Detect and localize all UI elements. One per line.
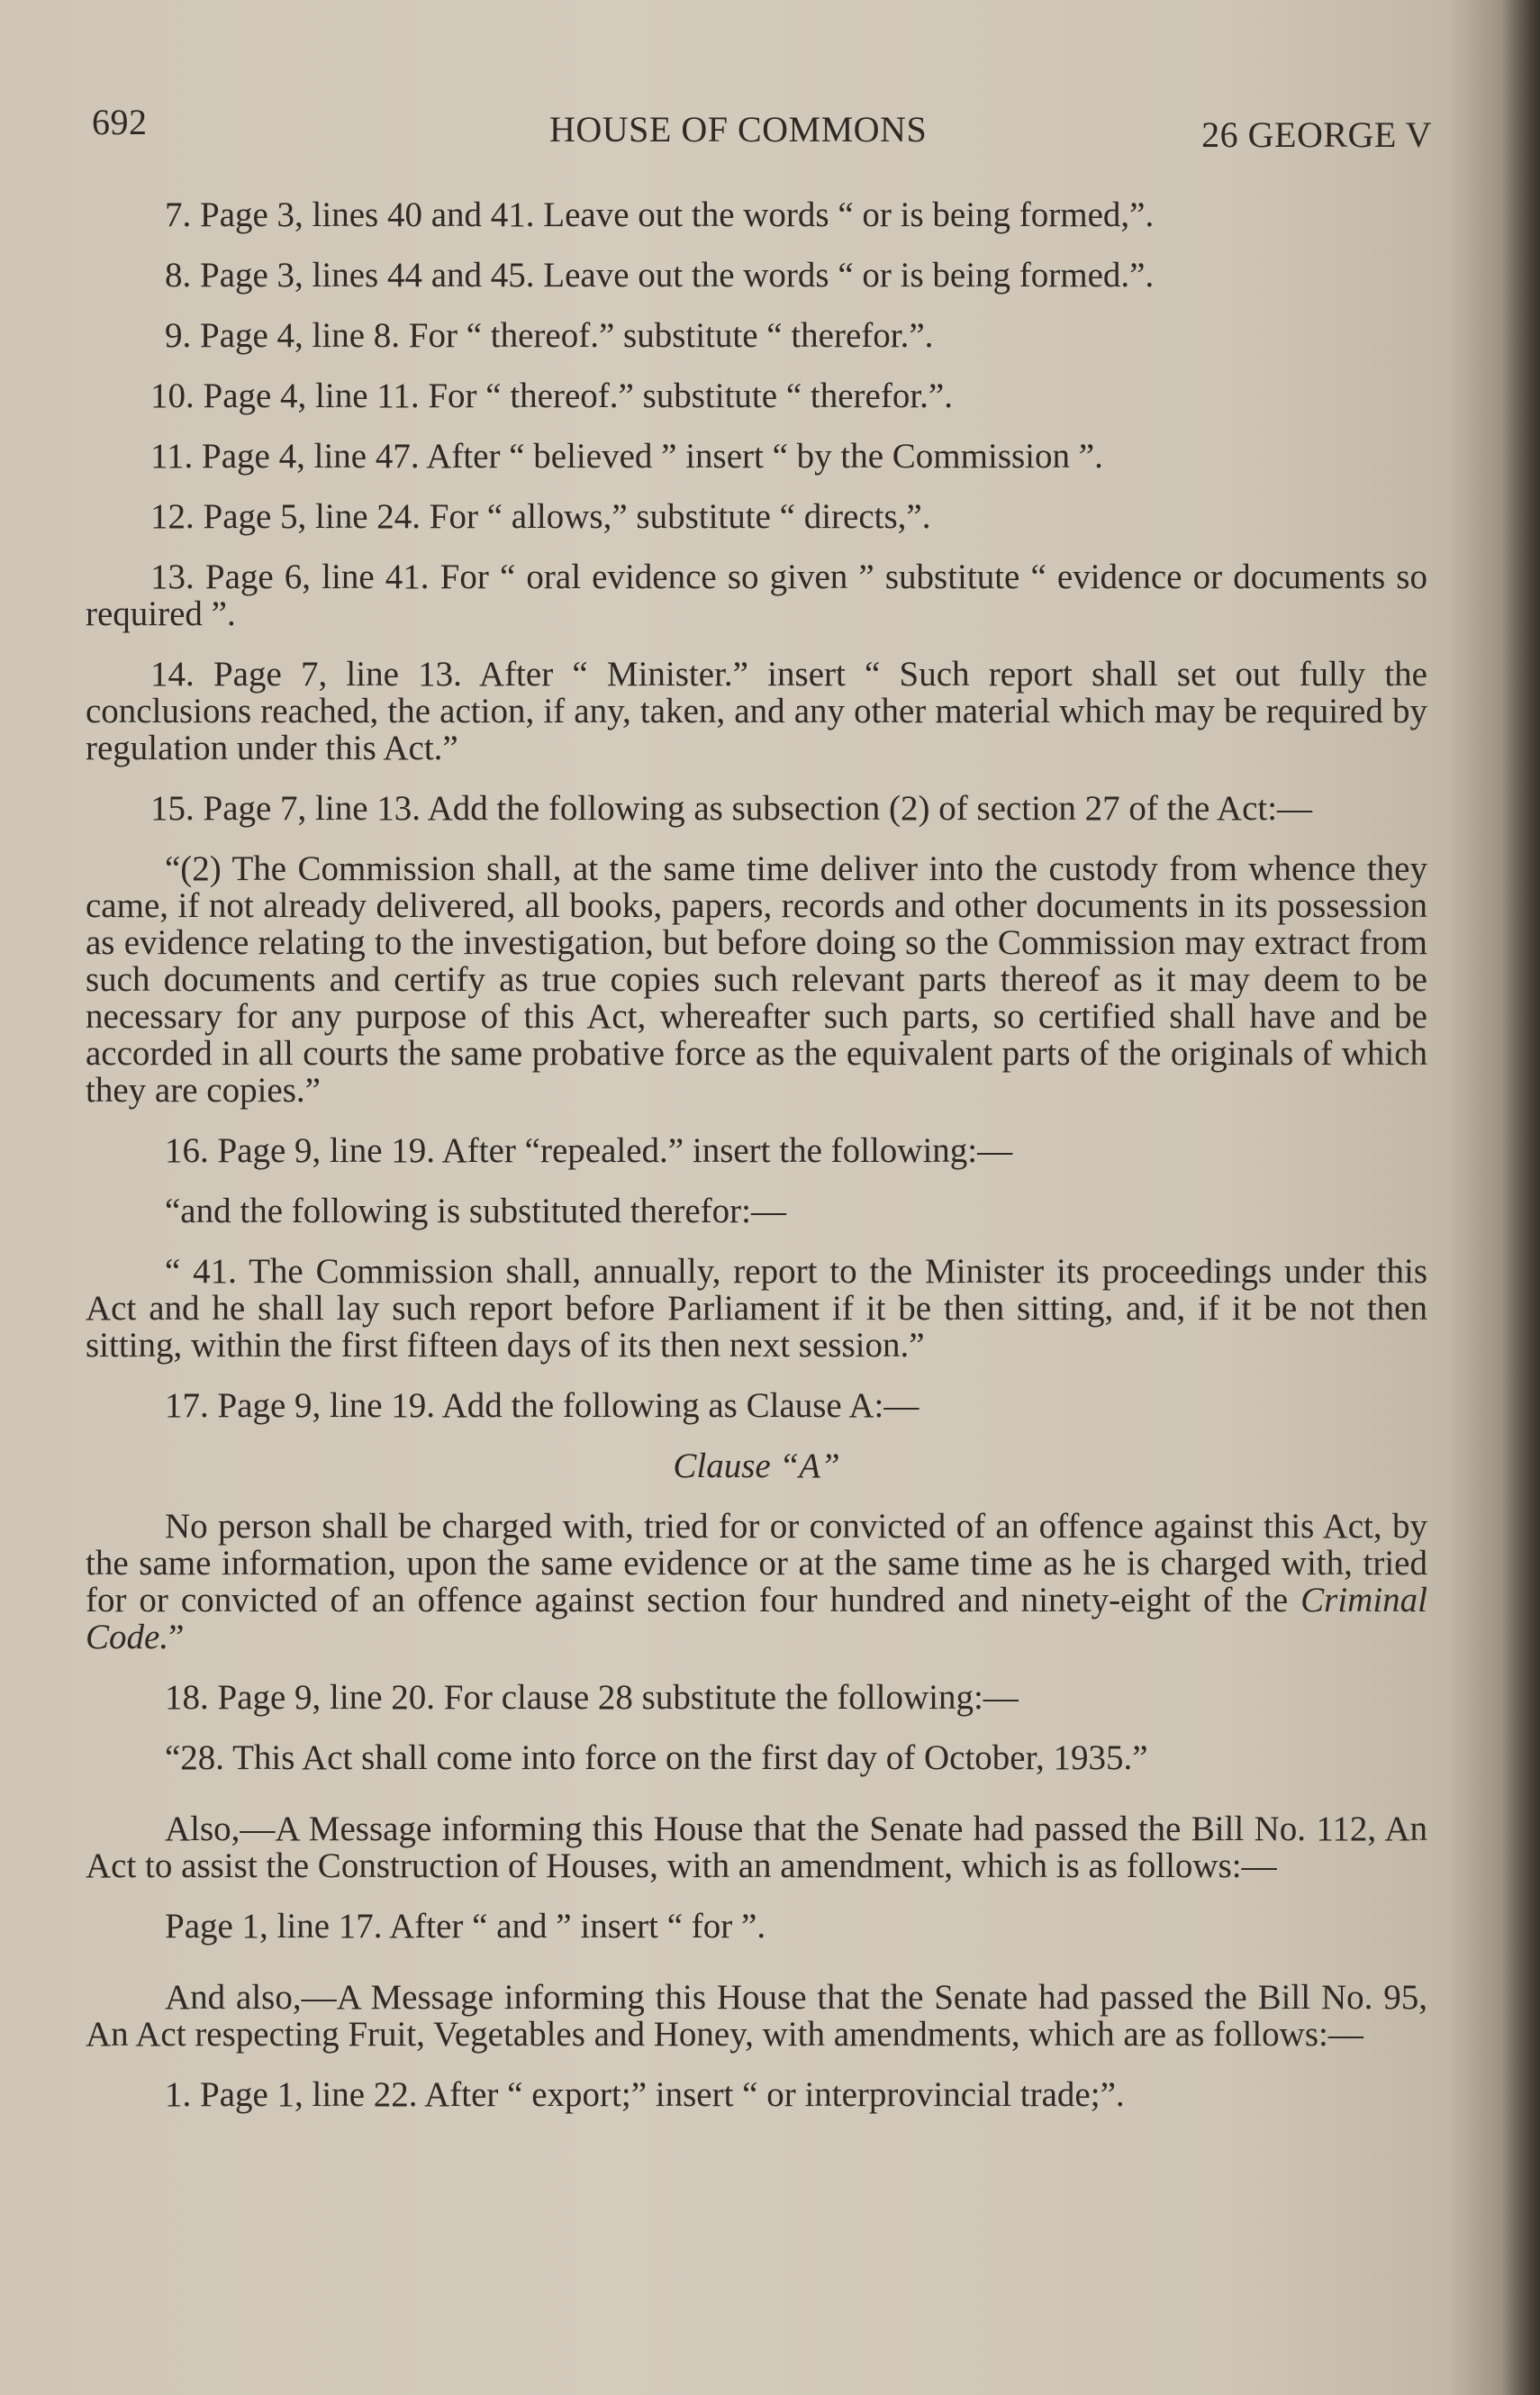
amendment-9: 9. Page 4, line 8. For “ thereof.” substitute “ therefor.”.: [165, 316, 934, 355]
message-bill-112: Also,—A Message informing this House that the Senate had passed the Bill No. 112, An Act to assist the Construction of Houses, with an amendment, which is as follows:—: [86, 1810, 1427, 1885]
amendment-15: 15. Page 7, line 13. Add the following as subsection (2) of section 27 of the Act:—: [150, 789, 1313, 828]
amendment-16: 16. Page 9, line 19. After “repealed.” insert the following:—: [165, 1131, 1013, 1170]
clause-a-title: Clause “A”: [673, 1447, 840, 1485]
clause-a-criminal-code: Criminal Code.: [86, 1581, 1427, 1656]
page-number: 692: [92, 102, 148, 142]
amendment-11: 11. Page 4, line 47. After “ believed ” insert “ by the Commission ”.: [150, 437, 1103, 476]
bill-95-amendment-1: 1. Page 1, line 22. After “ export;” insert “ or interprovincial trade;”.: [165, 2075, 1125, 2114]
amendment-16-section-41: “ 41. The Commission shall, annually, report to the Minister its proceedings under this Act and he shall lay such report before Parliament if it be then sitting, and, if it be not then sitting, within the first fifteen days of its then next session.”: [86, 1252, 1427, 1365]
amendment-14: 14. Page 7, line 13. After “ Minister.” insert “ Such report shall set out fully the conclusions reached, the action, if any, taken, and any other material which may be required by regulation under this Act.”: [86, 655, 1427, 767]
amendment-10: 10. Page 4, line 11. For “ thereof.” substitute “ therefor.”.: [150, 376, 953, 415]
clause-a-text-main: No person shall be charged with, tried for or convicted of an offence against this Act, by the same information, upon the same evidence or at the same time as he is charged with, tried for or convicted of an offence against section four hundred and ninety-eight of the: [86, 1507, 1427, 1619]
amendment-18: 18. Page 9, line 20. For clause 28 substitute the following:—: [165, 1678, 1019, 1717]
clause-a-text: [86, 1508, 1427, 1656]
amendment-12: 12. Page 5, line 24. For “ allows,” substitute “ directs,”.: [150, 497, 931, 536]
bill-112-amendment: Page 1, line 17. After “ and ” insert “ for ”.: [165, 1907, 766, 1946]
running-title: HOUSE OF COMMONS: [549, 109, 928, 150]
amendment-8: 8. Page 3, lines 44 and 45. Leave out the words “ or is being formed.”.: [165, 256, 1155, 295]
amendment-15-quote: “(2) The Commission shall, at the same time deliver into the custody from whence they came, if not already delivered, all books, papers, records and other documents in its possession as evidence relating to the investigation, but before doing so the Commission may extract from such documents and certify as true copies such relevant parts thereof as it may deem to be necessary for any purpose of this Act, whereafter such parts, so certified shall have and be accorded in all courts the same probative force as the equivalent parts of the originals of which they are copies.”: [86, 849, 1427, 1110]
amendment-13: 13. Page 6, line 41. For “ oral evidence so given ” substitute “ evidence or documents so required ”.: [86, 558, 1427, 633]
amendment-18-clause-28: “28. This Act shall come into force on the first day of October, 1935.”: [165, 1738, 1148, 1777]
amendment-16-substitution: “and the following is substituted therefor:—: [165, 1192, 786, 1230]
page-body: [86, 196, 1427, 2136]
message-bill-95: And also,—A Message informing this House that the Senate had passed the Bill No. 95, An Act respecting Fruit, Vegetables and Honey, with amendments, which are as follows:—: [86, 1978, 1427, 2054]
page-header: [90, 101, 1432, 155]
amendment-17: 17. Page 9, line 19. Add the following as Clause A:—: [165, 1386, 919, 1425]
amendment-7: 7. Page 3, lines 40 and 41. Leave out the words “ or is being formed,”.: [165, 195, 1155, 234]
page-binding-shadow: [1502, 0, 1540, 2395]
regnal-year: 26 GEORGE V: [1201, 114, 1432, 155]
clause-a-text-end: ”: [168, 1618, 185, 1656]
